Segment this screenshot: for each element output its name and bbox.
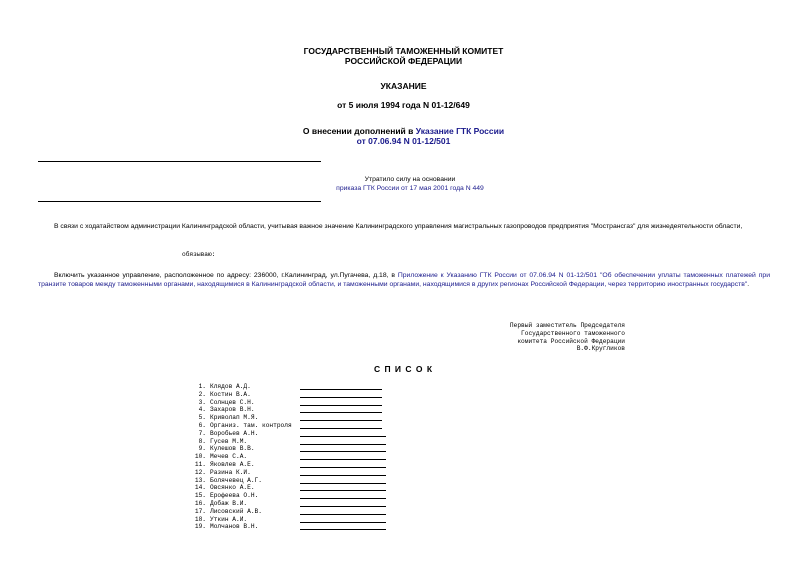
paragraph-2-end: . [747,281,750,288]
signature-line [300,453,386,460]
signature-block [470,322,625,353]
status-note [300,175,520,193]
signature-line [300,422,382,429]
list-item [188,422,386,430]
signature-line [300,430,386,437]
list-item [188,523,386,531]
signature-name: В.Ф.Кругликов [576,345,625,353]
list-item-name: Воробьев А.Н. [210,429,259,437]
list-item [188,406,386,414]
signature-line [300,461,386,468]
doc-title [0,126,807,146]
paragraph-2-start: Включить указанное управление, расположенное по адресу: 236000, г.Калининград, ул.Пугачева, д.18, в [54,272,398,279]
list-item-number: 7. [198,429,206,437]
list-item-name: Разина К.И. [210,468,251,476]
list-item-number: 9. [198,445,206,453]
list-item-name: Костин В.А. [210,390,251,398]
signature-line [300,469,386,476]
list-item [188,414,386,422]
list-item-number: 13. [194,476,206,484]
list-item-number: 8. [198,437,206,445]
list-item-name: Захаров В.Н. [210,406,255,414]
lost-force-text: Утратило силу на основании [364,176,456,183]
list-item [188,477,386,485]
list-item-name: Уткин А.И. [210,515,248,523]
list-item-number: 15. [194,492,206,500]
list-item-number: 19. [194,523,206,531]
list-item-name: Лисовский А.В. [210,507,262,515]
org-line-1: ГОСУДАРСТВЕННЫЙ ТАМОЖЕННЫЙ КОМИТЕТ [303,46,504,56]
list-item-name: Клядов А.Д. [210,383,251,390]
title-prefix: О внесении дополнений в [302,126,416,136]
signature-line [300,399,382,406]
list-item [188,445,386,453]
list-item-number: 4. [198,406,206,414]
list-item [188,469,386,477]
list-item-number: 5. [198,414,206,422]
list-item-number: 2. [198,390,206,398]
list-item [188,383,386,391]
paragraph-2 [38,271,770,289]
list-title: С П И С О К [373,364,434,374]
signature-line [300,438,386,445]
list-item-number: 18. [194,515,206,523]
list-item [188,391,386,399]
signature-line-2: Государственного таможенного [521,329,625,337]
signature-line [300,508,386,515]
list-item-name: Добаж В.И. [210,499,248,507]
list-item-number: 3. [198,398,206,406]
list-item-name: Овсянко А.Е. [210,484,255,492]
list-item [188,453,386,461]
list-item-name: Болячевец А.Г. [210,476,262,484]
list-item-name: Гусев М.М. [210,437,248,445]
appendix-link[interactable]: Приложение к Указанию ГТК России от 07.06.94 N 01-12/501 "Об обеспечении уплаты таможенных платежей при транзите товаров между таможенными органами, находящимися в Калининградской области, и таможенными органами, находящимися в других регионах Российской Федерации, через территорию иностранных государств" [38,272,770,288]
doc-date: от 5 июля 1994 года N 01-12/649 [337,100,470,110]
list-item-number: 6. [198,421,206,429]
list-item [188,492,386,500]
list-item-number: 14. [194,484,206,492]
list-item-name: Ерофеева О.Н. [210,492,259,500]
list-item [188,438,386,446]
divider [38,161,321,162]
employee-list [188,383,386,531]
divider [38,201,321,202]
signature-line [300,492,386,499]
signature-line [300,500,386,507]
list-item-name: Молчанов В.Н. [210,523,259,531]
list-item [188,461,386,469]
title-link[interactable]: Указание ГТК России [415,126,505,136]
signature-line [300,516,386,523]
list-item-number: 1. [198,383,206,390]
list-item [188,500,386,508]
list-item-name: Мечев С.А. [210,453,248,461]
list-item-name: Криволап М.Я. [210,414,259,422]
list-item [188,508,386,516]
list-item-number: 10. [194,453,206,461]
list-item-name: Организ. там. контроля [210,421,292,429]
list-item [188,484,386,492]
list-item-number: 17. [194,507,206,515]
list-item [188,516,386,524]
signature-line [300,414,382,421]
signature-line [300,383,382,390]
list-item-name: Яковлев А.Е. [210,460,255,468]
org-name [0,46,807,66]
obligate-text: обязываю: [182,251,216,258]
list-item-number: 16. [194,499,206,507]
list-item-name: Кулешов В.В. [210,445,255,453]
lost-force-link[interactable]: приказа ГТК России от 17 мая 2001 года N 449 [336,185,484,192]
signature-line-3: комитета Российской Федерации [517,337,625,345]
signature-line [300,391,382,398]
list-item [188,430,386,438]
signature-line [300,406,382,413]
org-line-2: РОССИЙСКОЙ ФЕДЕРАЦИИ [344,56,463,66]
list-item-number: 12. [194,468,206,476]
signature-line [300,477,386,484]
paragraph-1: В связи с ходатайством администрации Калининградской области, учитывая важное значение Калининградского управления магистральных газопроводов предприятия "Мострансгаз" для жизнедеятельности области, [54,223,743,230]
signature-line [300,484,386,491]
doc-type: УКАЗАНИЕ [380,81,427,91]
list-item-number: 11. [194,460,206,468]
signature-line-1: Первый заместитель Председателя [509,322,625,329]
list-item-name: Солнцев С.Н. [210,398,255,406]
list-item [188,399,386,407]
signature-line [300,523,386,530]
title-link-2[interactable]: от 07.06.94 N 01-12/501 [356,136,451,146]
signature-line [300,445,386,452]
